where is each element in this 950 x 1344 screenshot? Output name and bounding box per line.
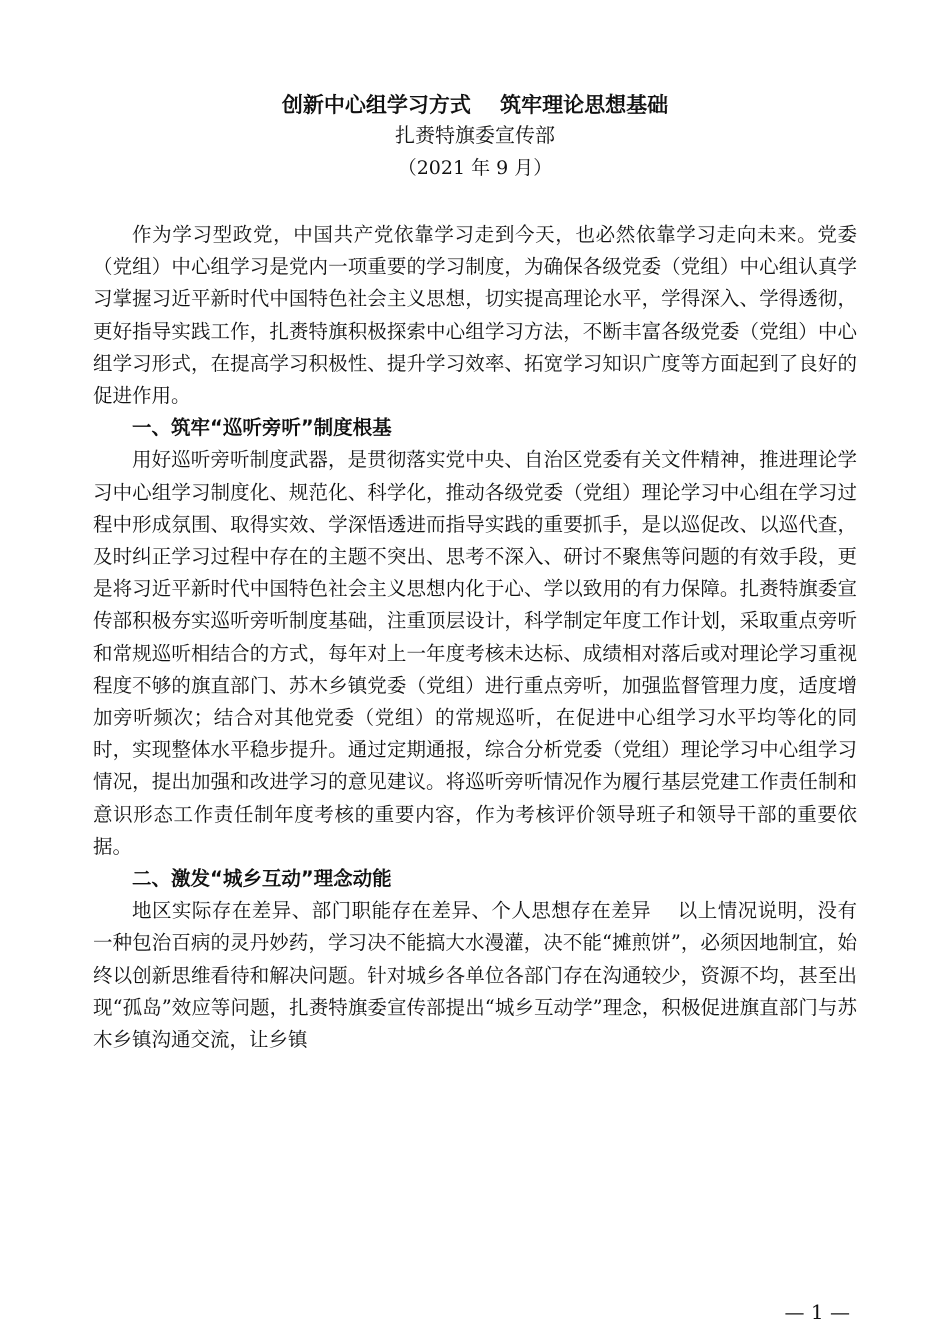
section-heading-1: 一、筑牢“巡听旁听”制度根基: [132, 416, 392, 440]
section-1-paragraph: 用好巡听旁听制度武器，是贯彻落实党中央、自治区党委有关文件精神，推进理论学习中心组学习制度化、规范化、科学化，推动各级党委（党组）理论学习中心组在学习过程中形成氛围、取得实效、学深悟透进而指导实践的重要抓手，是以巡促改、以巡代查，及时纠正学习过程中存在的主题不突出、思考不深入、研讨不聚焦等问题的有效手段，更是将习近平新时代中国特色社会主义思想内化于心、学以致用的有力保障。扎赉特旗委宣传部积极夯实巡听旁听制度基础，注重顶层设计，科学制定年度工作计划，采取重点旁听和常规巡听相结合的方式，每年对上一年度考核未达标、成绩相对落后或对理论学习重视程度不够的旗直部门、苏木乡镇党委（党组）进行重点旁听，加强监督管理力度，适度增加旁听频次；结合对其他党委（党组）的常规巡听，在促进中心组学习水平均等化的同时，实现整体水平稳步提升。通过定期通报，综合分析党委（党组）理论学习中心组学习情况，提出加强和改进学习的意见建议。将巡听旁听情况作为履行基层党建工作责任制和意识形态工作责任制年度考核的重要内容，作为考核评价领导班子和领导干部的重要依据。: [93, 448, 857, 858]
document-title: 创新中心组学习方式 筑牢理论思想基础: [281, 93, 669, 117]
intro-paragraph: 作为学习型政党，中国共产党依靠学习走到今天，也必然依靠学习走向未来。党委（党组）中心组学习是党内一项重要的学习制度，为确保各级党委（党组）中心组认真学习掌握习近平新时代中国特色社会主义思想，切实提高理论水平，学得深入、学得透彻，更好指导实践工作，扎赉特旗积极探索中心组学习方法，不断丰富各级党委（党组）中心组学习形式，在提高学习积极性、提升学习效率、拓宽学习知识广度等方面起到了良好的促进作用。: [93, 223, 857, 408]
document-body: [93, 219, 857, 1056]
section-2-paragraph: 地区实际存在差异、部门职能存在差异、个人思想存在差异 以上情况说明，没有一种包治百病的灵丹妙药，学习决不能搞大水漫灌，决不能“摊煎饼”，必须因地制宜，始终以创新思维看待和解决问题。针对城乡各单位各部门存在沟通较少，资源不均，甚至出现“孤岛”效应等问题，扎赉特旗委宣传部提出“城乡互动学”理念，积极促进旗直部门与苏木乡镇沟通交流，让乡镇: [93, 899, 857, 1052]
document-date: （2021 年 9 月）: [397, 157, 553, 179]
document-author: 扎赉特旗委宣传部: [395, 123, 555, 147]
section-heading-2: 二、激发“城乡互动”理念动能: [132, 867, 392, 891]
page-number: — 1 —: [784, 1300, 850, 1324]
